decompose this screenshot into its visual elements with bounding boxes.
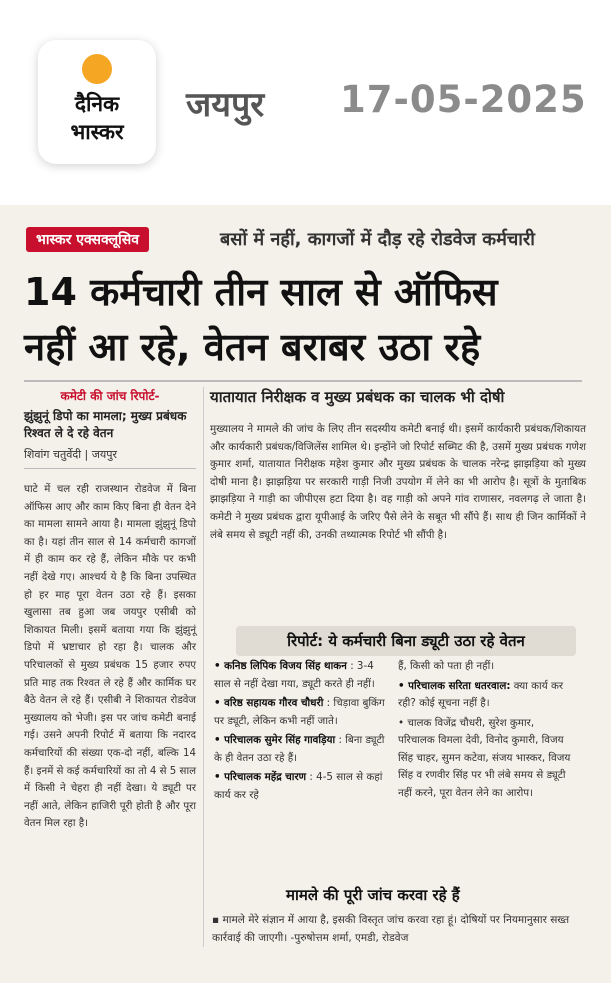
sun-icon: [82, 54, 112, 84]
edition-city: जयपुर: [186, 85, 265, 125]
footer-heading: मामले की पूरी जांच करवा रहे हैं: [286, 886, 460, 904]
report-box-heading: रिपोर्ट: ये कर्मचारी बिना ड्यूटी उठा रहे वेतन: [236, 626, 576, 656]
headline-line2: नहीं आ रहे, वेतन बराबर उठा रहे: [24, 325, 481, 369]
exclusive-badge: भास्कर एक्सक्लूसिव: [26, 227, 149, 252]
list-item: • परिचालक सरिता धतरवाल: क्या कार्य कर रही? कोई सूचना नहीं है।: [398, 679, 564, 709]
newspaper-logo: [38, 40, 156, 164]
list-item: • कनिष्ठ लिपिक विजय सिंह थाकन : 3-4 साल से नहीं देखा गया, ड्यूटी करते ही नहीं।: [214, 660, 375, 690]
logo-text-line1: दैनिक: [74, 92, 120, 116]
deck-text: झुंझुनूं डिपो का मामला; मुख्य प्रबंधक रिश्वत ले दे रहे वेतन: [24, 409, 187, 440]
list-item: • परिचालक सुमेर सिंह गावड़िया : बिना ड्यूटी के ही वेतन उठा रहे हैं।: [214, 734, 385, 764]
left-column: [24, 387, 196, 833]
report-box-left: [214, 658, 390, 806]
right-column: [210, 387, 586, 544]
list-item: हैं, किसी को पता ही नहीं।: [398, 660, 495, 672]
report-box: [214, 658, 574, 868]
list-item: • वरिष्ठ सहायक गौरव चौधरी : चिड़ावा बुकिंग पर ड्यूटी, लेकिन कभी नहीं जाते।: [214, 697, 385, 727]
md-quote: ▪ मामले मेरे संज्ञान में आया है, इसकी विस्तृत जांच करवा रहा हूं। दोषियों पर नियमानुसार सख्त कार्रवाई की जाएगी। -पुरुषोत्तम शर्मा, एमडी, रोडवेज: [212, 914, 570, 944]
right-subheading: यातायात निरीक्षक व मुख्य प्रबंधक का चालक भी दोषी: [210, 388, 505, 406]
kicker-subtitle: बसों में नहीं, कागजों में दौड़ रहे रोडवेज कर्मचारी: [220, 229, 535, 250]
headline: [24, 265, 584, 375]
right-body-text: मुख्यालय ने मामले की जांच के लिए तीन सदस्यीय कमेटी बनाई थी। इसमें कार्यकारी प्रबंधक/शिकायत और कार्यकारी प्रबंधक/विजिलेंस शामिल थे। इन्होंने जो रिपोर्ट सब्मिट की है, उसमें मुख्य प्रबंधक गणेश कुमार शर्मा, यातायात निरीक्षक महेश कुमार और मुख्य प्रबंधक के चालक नरेन्द्र झाझड़िया को मुख्य दोषी माना है। झाझड़िया पर सरकारी गाड़ी निजी उपयोग में लेने का भी आरोप है। सूत्रों के मुताबिक झाझड़िया ने गाड़ी का जीपीएस हटा दिया है। वह गाड़ी को अपने गांव राणासर, नवलगढ़ ले जाता है। कमेटी ने मुख्य प्रबंधक द्वारा यूपीआई के जरिए पैसे लेने के सबूत भी सौंपे हैं। साथ ही जिन कार्मिकों ने लंबे समय से ड्यूटी नहीं की, उनकी तथ्यात्मक रिपोर्ट भी सौंपी है।: [210, 423, 586, 541]
column-divider: [203, 387, 204, 947]
report-box-right: [398, 658, 574, 804]
page-header: [0, 0, 611, 205]
report-label: कमेटी की जांच रिपोर्ट-: [60, 389, 160, 403]
byline: शिवांग चतुर्वेदी | जयपुर: [24, 447, 196, 469]
list-item: • चालक विजेंद्र चौधरी, सुरेश कुमार, परिचालक विमला देवी, विनोद कुमारी, विजय सिंह चाहर, सुमन कटेवा, संजय भास्कर, विजय सिंह व रणवीर सिंह पर भी लंबे समय से ड्यूटी नहीं करने, पूरा वेतन लेने का आरोप।: [398, 716, 571, 799]
list-item: • परिचालक महेंद्र चारण : 4-5 साल से कहां कार्य कर रहे: [214, 771, 383, 801]
divider: [24, 380, 582, 382]
edition-date: 17-05-2025: [340, 78, 587, 121]
newspaper-clipping: [0, 205, 611, 983]
left-body-text: घाटे में चल रही राजस्थान रोडवेज में बिना ऑफिस आए और काम किए बिना ही वेतन देने का मामला सामने आया है। मामला झुंझुनूं डिपो का है। यहां तीन साल से 14 कर्मचारी कागजों में ही काम कर रहे हैं, लेकिन मौके पर कभी नहीं देखे गए। आश्चर्य ये है कि बिना उपस्थित हो हर माह पूरा वेतन उठा रहे हैं। इसका खुलासा तब हुआ जब जयपुर एसीबी को शिकायत मिली। इसमें बताया गया कि झुंझुनूं डिपो में भ्रष्टाचार हो रहा है। चालक और परिचालकों से मुख्य प्रबंधक 15 हजार रुपए प्रति माह तक रिश्वत ले रहे हैं और कार्मिक घर बैठे वेतन ले रहे हैं। एसीबी ने शिकायत रोडवेज मुख्यालय को भेजी। इस पर जांच कमेटी बनाई गई। उसने अपनी रिपोर्ट में बताया कि नदारद कर्मचारियों की संख्या एक-दो नहीं, बल्कि 14 हैं। इनमें से कई कर्मचारियों का तो 4 से 5 साल में किसी ने चेहरा ही नहीं देखा। ये ड्यूटी पर नहीं आते, लेकिन हाजिरी पूरी होती है और पूरा वेतन मिल रहा है।: [24, 484, 196, 830]
logo-text-line2: भास्कर: [70, 120, 124, 144]
headline-line1: 14 कर्मचारी तीन साल से ऑफिस: [24, 270, 498, 314]
